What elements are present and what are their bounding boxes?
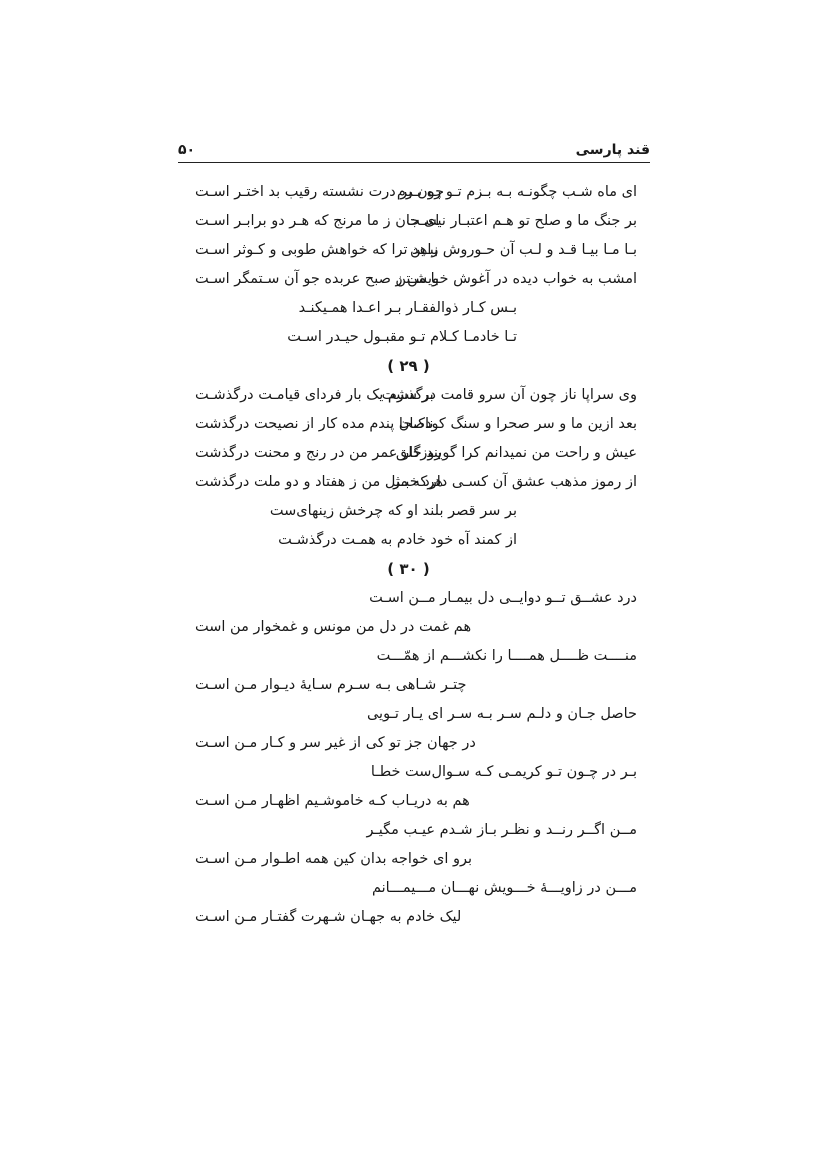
- page-number: ۵۰: [178, 142, 196, 158]
- poem-body: [195, 178, 637, 932]
- couplet: [195, 468, 637, 497]
- couplet: [195, 381, 637, 410]
- hemistich-left: [195, 845, 637, 874]
- first-hemistich: وی سراپا ناز چون آن سرو قامت درگذشت: [381, 387, 637, 403]
- hemistich-text: منــــت ظــــل همــــا را نکشـــم از همّـــت: [376, 648, 637, 664]
- couplet: [195, 265, 637, 294]
- hemistich-right: [195, 874, 637, 903]
- second-hemistich: زاهد ترا که خواهش طوبی و کـوثر اسـت: [195, 242, 439, 258]
- hemistich-left: [195, 613, 637, 642]
- first-hemistich: بـا مـا بیـا قـد و لـب آن حـوروش ببـین: [410, 242, 637, 258]
- couplet: [195, 439, 637, 468]
- first-hemistich: بر جنگ ما و صلح تو هـم اعتبـار نیسـت: [406, 213, 637, 229]
- poem-number-heading: ( ۲۹ ): [387, 357, 430, 375]
- second-hemistich: چون بر درت نشسته رقیب بد اختـر اسـت: [195, 184, 445, 200]
- hemistich-right: [195, 816, 637, 845]
- hemistich-left: [195, 729, 637, 758]
- poem-number-heading: ( ۳۰ ): [387, 560, 430, 578]
- closing-line: [195, 323, 637, 352]
- hemistich-right: [195, 758, 637, 787]
- hemistich-right: [195, 584, 637, 613]
- hemistich-text: هم غمت در دل من مونس و غمخوار من است: [195, 619, 472, 635]
- couplet: [195, 236, 637, 265]
- closing-hemistich: بـس کـار ذوالفقـار بـر اعـدا همـیکنـد: [298, 300, 517, 316]
- hemistich-left: [195, 903, 637, 932]
- page-header: [178, 140, 650, 163]
- first-hemistich: بعد ازین ما و سر صحرا و سنگ کودکـان: [398, 416, 637, 432]
- hemistich-text: درد عشــق تــو دوایــی دل بیمـار مــن اسـت: [369, 590, 637, 606]
- hemistich-right: [195, 700, 637, 729]
- running-title: قند پارسی: [575, 142, 650, 158]
- hemistich-text: چتـر شـاهی بـه سـرم سـایهٔ دیـوار مـن اسـت: [195, 677, 467, 693]
- couplet: [195, 410, 637, 439]
- second-hemistich: هرکه مثل من ز هفتاد و دو ملت درگذشت: [195, 474, 443, 490]
- hemistich-text: هم به دریـاب کـه خاموشـیم اظهـار مـن اسـت: [195, 793, 470, 809]
- first-hemistich: عیش و راحت من نمیدانم کرا گویند خلق: [395, 445, 637, 461]
- closing-line: [195, 526, 637, 555]
- first-hemistich: ای ماه شـب چگونـه بـه بـزم تـو ره بـرم: [396, 184, 637, 200]
- hemistich-text: حاصل جـان و دلـم سـر بـه سـر ای یـار تـویی: [366, 706, 637, 722]
- couplet: [195, 207, 637, 236]
- closing-line: [195, 497, 637, 526]
- closing-hemistich: تـا خادمـا کـلام تـو مقبـول حیـدر اسـت: [287, 329, 517, 345]
- hemistich-text: مـــن در زاویـــهٔ خـــویش نهـــان مـــیمـــانم: [371, 880, 637, 896]
- hemistich-text: برو ای خواجه بدان کین همه اطـوار مـن اسـت: [195, 851, 473, 867]
- closing-hemistich: بر سر قصر بلند او که چرخش زینهای‌ست: [269, 503, 517, 519]
- second-hemistich: ناصحا پندم مده کار از نصیحت درگذشت: [195, 416, 434, 432]
- first-hemistich: از رموز مذهب عشق آن کسـی دارد خبـر: [393, 474, 637, 490]
- hemistich-text: لیک خادم به جهـان شـهرت گفتـار مـن اسـت: [195, 909, 462, 925]
- second-hemistich: با من ز صبح عربده جو آن سـتمگر اسـت: [195, 271, 440, 287]
- hemistich-right: [195, 642, 637, 671]
- hemistich-text: بـر در چـون تـو کریمـی کـه سـوال‌ست خطـا: [370, 764, 637, 780]
- couplet: [195, 178, 637, 207]
- second-hemistich: بر سرم یک بار فردای قیامـت درگذشـت: [195, 387, 434, 403]
- second-hemistich: روزگار عمر من در رنج و محنت درگذشت: [195, 445, 442, 461]
- first-hemistich: امشب به خواب دیده در آغوش خویشـتن: [395, 271, 637, 287]
- closing-line: [195, 294, 637, 323]
- closing-hemistich: از کمند آه خود خادم به همـت درگذشـت: [278, 532, 517, 548]
- second-hemistich: ای جان ز ما مرنج که هـر دو برابـر اسـت: [195, 213, 440, 229]
- hemistich-text: مــن اگــر رنــد و نظـر بـاز شـدم عیـب مگیـر: [366, 822, 637, 838]
- hemistich-left: [195, 787, 637, 816]
- hemistich-text: در جهان جز تو کی از غیر سر و کـار مـن اسـت: [195, 735, 476, 751]
- hemistich-left: [195, 671, 637, 700]
